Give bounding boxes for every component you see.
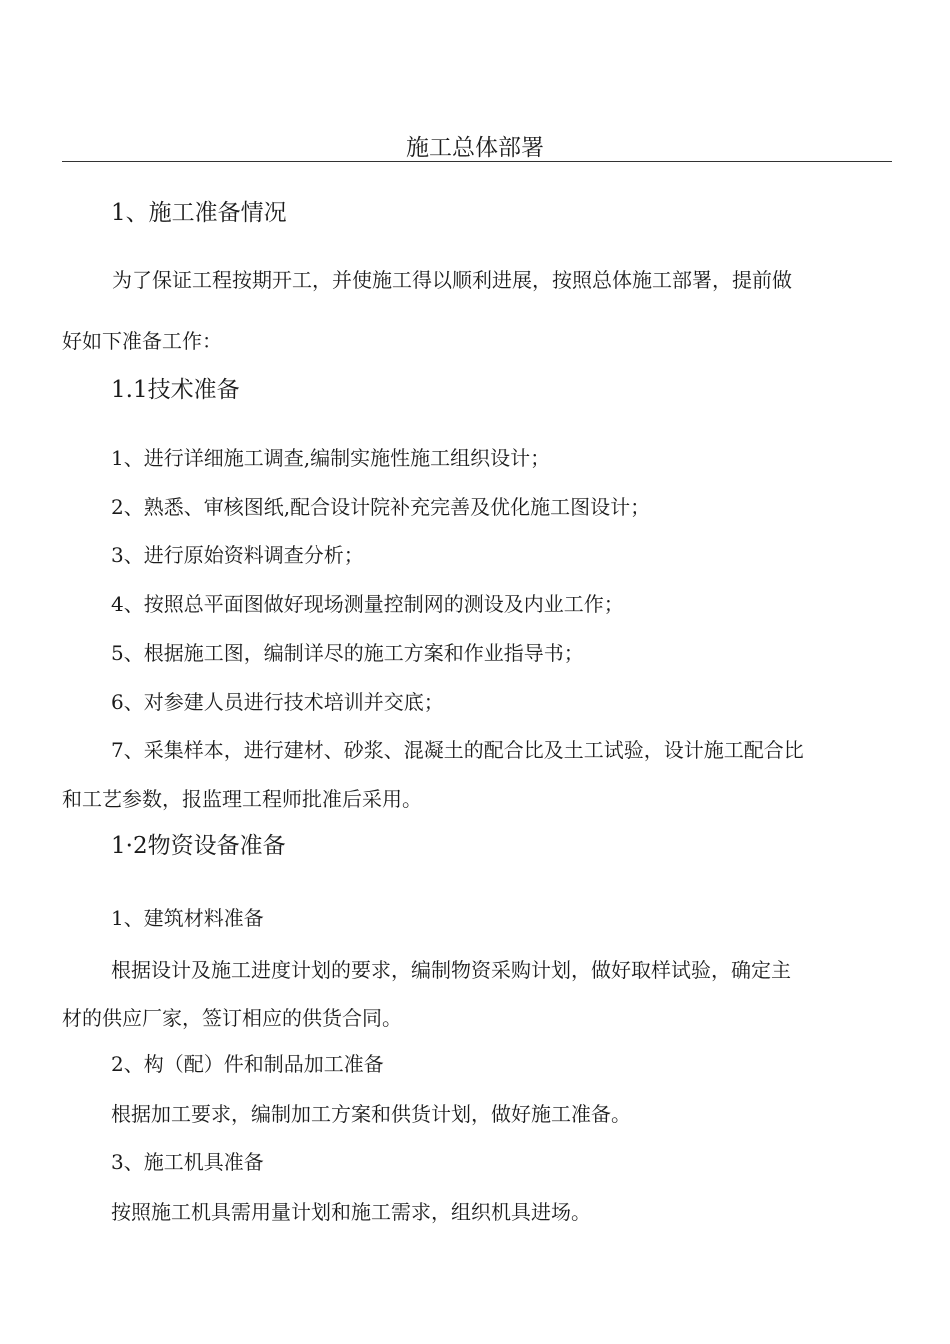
tech-item-7-line-1: 7、采集样本，进行建材、砂浆、混凝土的配合比及土工试验，设计施工配合比 xyxy=(111,738,804,762)
section-1-2-heading: 1·2物资设备准备 xyxy=(111,833,286,859)
components-text: 根据加工要求，编制加工方案和供货计划，做好施工准备。 xyxy=(111,1102,631,1126)
machinery-text: 按照施工机具需用量计划和施工需求，组织机具进场。 xyxy=(111,1200,591,1224)
intro-paragraph-line-2: 好如下准备工作： xyxy=(62,329,222,353)
tech-item-3: 3、进行原始资料调查分析； xyxy=(111,543,364,567)
materials-text-line-2: 材的供应厂家，签订相应的供货合同。 xyxy=(62,1006,402,1030)
components-heading: 2、构（配）件和制品加工准备 xyxy=(111,1052,384,1076)
tech-item-7-line-2: 和工艺参数，报监理工程师批准后采用。 xyxy=(62,787,422,811)
machinery-heading: 3、施工机具准备 xyxy=(111,1150,264,1174)
title-underline xyxy=(62,161,892,162)
tech-item-6: 6、对参建人员进行技术培训并交底； xyxy=(111,690,444,714)
tech-item-2: 2、熟悉、审核图纸,配合设计院补充完善及优化施工图设计； xyxy=(111,495,651,519)
materials-heading: 1、建筑材料准备 xyxy=(111,906,264,930)
section-1-1-heading: 1.1技术准备 xyxy=(111,377,240,403)
section-1-heading: 1、施工准备情况 xyxy=(111,200,287,226)
tech-item-5: 5、根据施工图，编制详尽的施工方案和作业指导书； xyxy=(111,641,584,665)
tech-item-1: 1、进行详细施工调查,编制实施性施工组织设计； xyxy=(111,446,551,470)
tech-item-4: 4、按照总平面图做好现场测量控制网的测设及内业工作； xyxy=(111,592,624,616)
materials-text-line-1: 根据设计及施工进度计划的要求，编制物资采购计划，做好取样试验，确定主 xyxy=(111,958,791,982)
intro-paragraph-line-1: 为了保证工程按期开工，并使施工得以顺利进展，按照总体施工部署，提前做 xyxy=(112,268,792,292)
page-title: 施工总体部署 xyxy=(406,135,544,161)
